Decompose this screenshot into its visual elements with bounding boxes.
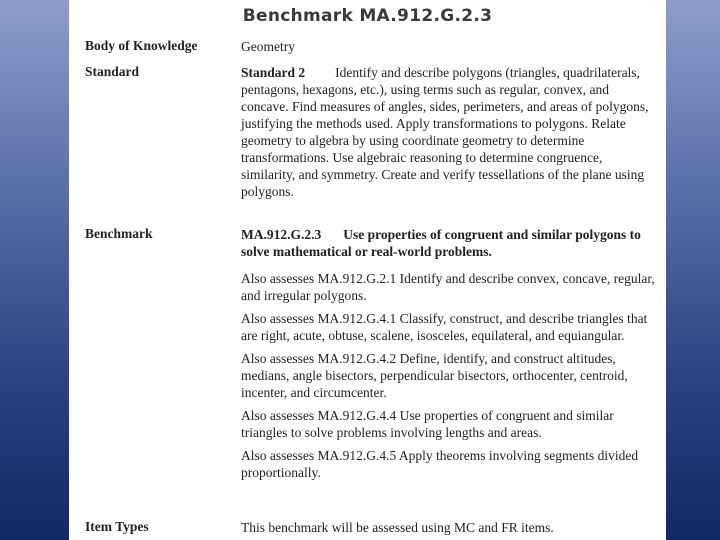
also-assesses-item: Also assesses MA.912.G.4.4 Use properties of congruent and similar triangles to solve problems involving lengths and areas. [241, 408, 614, 440]
standard-content [241, 64, 658, 200]
standard-label: Standard [85, 64, 140, 79]
benchmark-statement [241, 226, 658, 260]
benchmark-content [241, 226, 658, 487]
document-page [69, 0, 666, 540]
benchmark-code: MA.912.G.2.3 [241, 227, 322, 242]
body-of-knowledge-label: Body of Knowledge [85, 38, 198, 53]
item-types-label: Item Types [85, 519, 149, 534]
page-title: Benchmark MA.912.G.2.3 [242, 6, 493, 26]
benchmark-text: Use properties of congruent and similar polygons to solve mathematical or real-world problems. [241, 227, 641, 259]
standard-name: Standard 2 [241, 65, 306, 80]
benchmark-label: Benchmark [85, 226, 153, 241]
also-assesses-item: Also assesses MA.912.G.4.2 Define, identify, and construct altitudes, medians, angle bisectors, perpendicular bisectors, orthocenter, centroid, incenter, and circumcenter. [241, 351, 628, 400]
also-assesses-item: Also assesses MA.912.G.4.1 Classify, construct, and describe triangles that are right, acute, obtuse, scalene, isosceles, equilateral, and equiangular. [241, 311, 648, 343]
item-types-value: This benchmark will be assessed using MC and FR items. [241, 520, 554, 535]
standard-text: Identify and describe polygons (triangles, quadrilaterals, pentagons, hexagons, etc.), using terms such as regular, convex, and concave. Find measures of angles, sides, perimeters, and areas of polygons, justifying the methods used. Apply transformations to polygons. Relate geometry to algebra by using coordinate geometry to determine transformations. Use algebraic reasoning to determine congruence, similarity, and symmetry. Create and verify tessellations of the plane using polygons. [241, 65, 649, 199]
also-assesses-item: Also assesses MA.912.G.4.5 Apply theorems involving segments divided proportionally. [241, 448, 639, 480]
body-of-knowledge-value: Geometry [241, 39, 295, 54]
also-assesses-item: Also assesses MA.912.G.2.1 Identify and describe convex, concave, regular, and irregular polygons. [241, 271, 655, 303]
